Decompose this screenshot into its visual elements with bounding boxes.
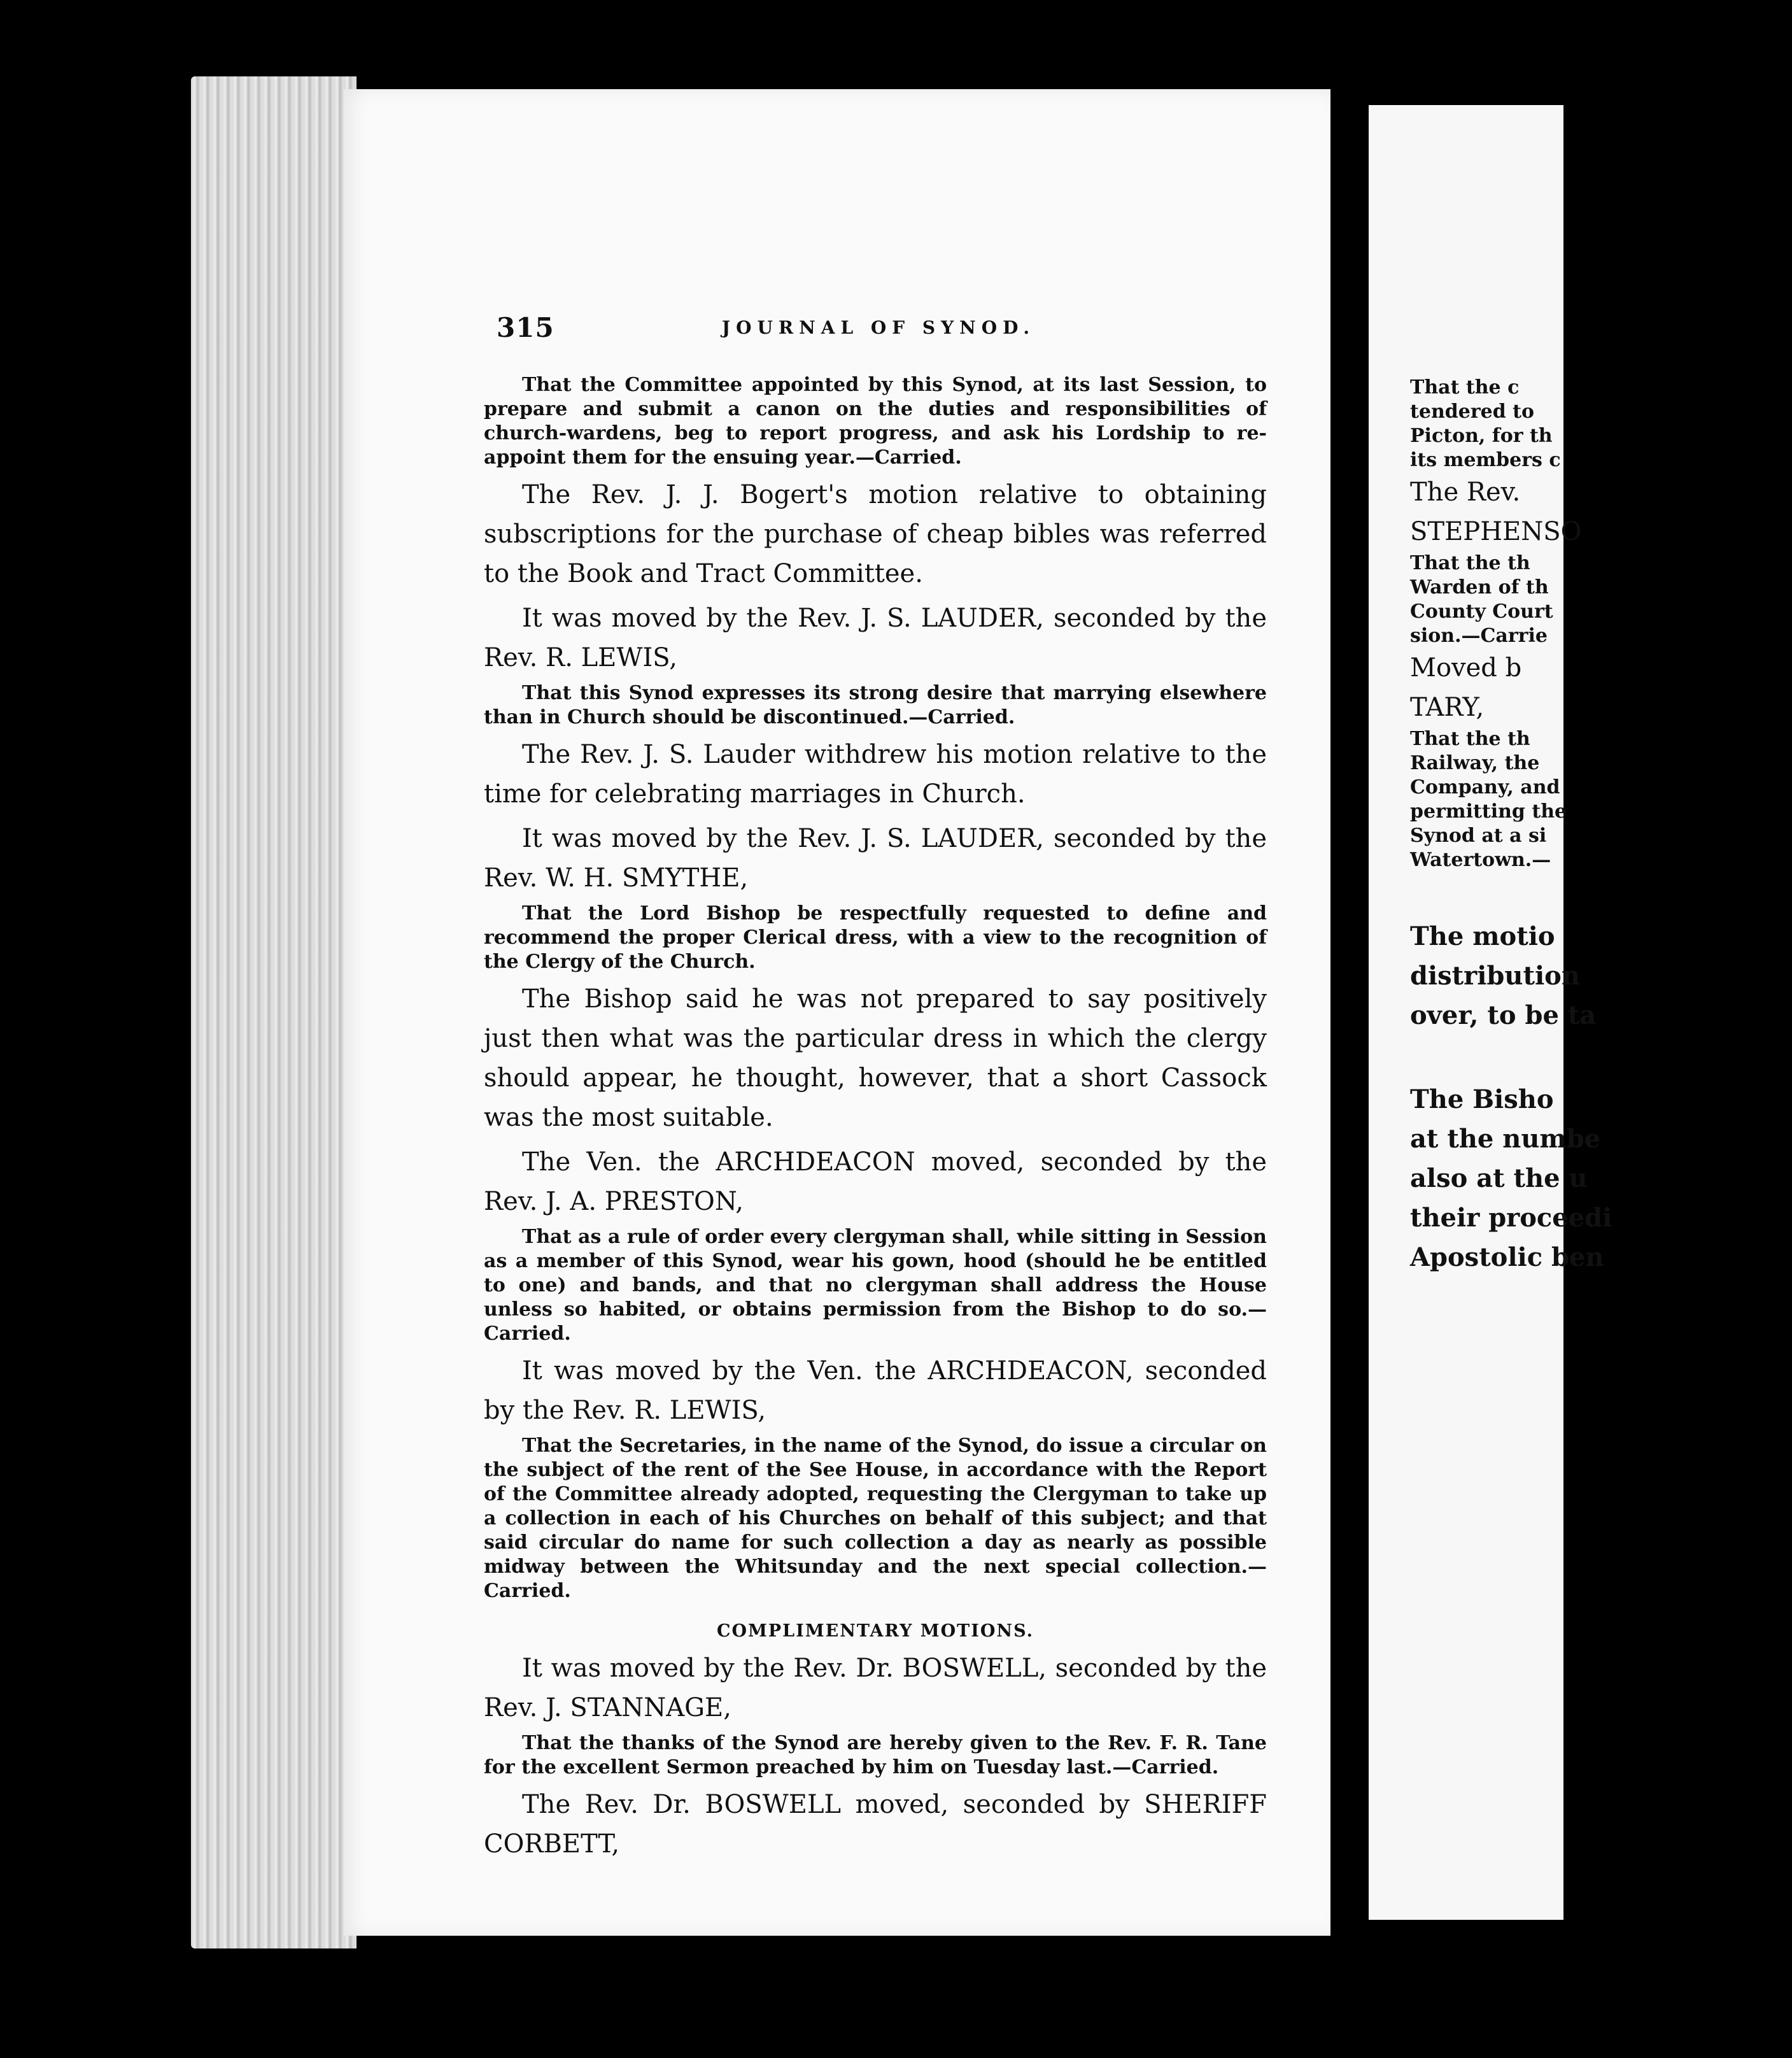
right-page-fragment: also at the u <box>1410 1163 1588 1193</box>
right-page-fragment: Railway, the <box>1410 752 1540 774</box>
right-page-fragment: at the numbe <box>1410 1124 1601 1154</box>
right-page-fragment: The Rev. <box>1410 478 1521 507</box>
minutes-paragraph: The Rev. Dr. BOSWELL moved, seconded by SHERIFF CORBETT, <box>484 1790 1267 1859</box>
right-page-fragment: County Court <box>1410 600 1553 623</box>
right-page-fragment: permitting the <box>1410 800 1567 823</box>
right-page-fragment: its members c <box>1410 449 1561 471</box>
right-page-fragment: distribution <box>1410 961 1580 991</box>
book-page-edges <box>191 76 356 1948</box>
right-page-fragment: That the c <box>1410 376 1520 399</box>
minutes-paragraph: The Bishop said he was not prepared to say positively just then what was the particular dress in which the clergy should appear, he thought, however, that a short Cassock was the most suitable. <box>484 984 1267 1132</box>
minutes-paragraph: It was moved by the Ven. the ARCHDEACON, seconded by the Rev. R. LEWIS, <box>484 1356 1267 1425</box>
page-number: 315 <box>497 312 554 343</box>
right-page-body <box>1410 376 1792 1277</box>
minutes-paragraph: It was moved by the Rev. J. S. LAUDER, seconded by the Rev. W. H. SMYTHE, <box>484 824 1267 893</box>
right-page-fragment: their proceedi <box>1410 1203 1612 1233</box>
page-header <box>497 312 1260 350</box>
right-page-fragment: Watertown.— <box>1410 849 1551 871</box>
left-paragraphs-after <box>484 1649 1267 1864</box>
line-spacer <box>1410 1035 1792 1080</box>
minutes-paragraph: It was moved by the Rev. J. S. LAUDER, seconded by the Rev. R. LEWIS, <box>484 604 1267 672</box>
resolution-text: That the Committee appointed by this Synod, at its last Session, to prepare and submit a canon on the duties and responsibilities of church-wardens, beg to report progress, and ask his Lordship to re-appoint them for the ensuing year.—Carried. <box>484 374 1267 469</box>
right-page-fragment: That the th <box>1410 728 1530 750</box>
resolution-text: That the thanks of the Synod are hereby given to the Rev. F. R. Tane for the excellent Sermon preached by him on Tuesday last.—Carried. <box>484 1732 1267 1778</box>
right-page-fragment: The motio <box>1410 921 1555 951</box>
right-page-fragment: Moved b <box>1410 653 1522 683</box>
book-gutter <box>1330 89 1369 1936</box>
minutes-paragraph: The Rev. J. J. Bogert's motion relative to obtaining subscriptions for the purchase of cheap bibles was referred to the Book and Tract Committee. <box>484 480 1267 588</box>
right-page-fragment: tendered to <box>1410 401 1534 423</box>
section-heading: COMPLIMENTARY MOTIONS. <box>716 1621 1034 1641</box>
right-page-fragment: Company, and <box>1410 776 1560 798</box>
left-paragraphs <box>484 373 1267 1603</box>
right-page-fragment: The Bisho <box>1410 1084 1554 1114</box>
right-page-fragment: That the th <box>1410 552 1530 574</box>
resolution-text: That the Secretaries, in the name of the Synod, do issue a circular on the subject of the rent of the See House, in accordance with the Report of the Committee already adopted, requesting the Clergyman to take up a collection in each of his Churches on behalf of this subject; and that said circular do name for such collection a day as nearly as possible midway between the Whitsunday and the next special collection.—Carried. <box>484 1435 1267 1602</box>
right-page-fragment: Picton, for th <box>1410 425 1553 447</box>
left-page-body <box>484 369 1267 1864</box>
right-page-fragment: Warden of th <box>1410 576 1549 599</box>
right-page-fragment: sion.—Carrie <box>1410 625 1548 647</box>
resolution-text: That the Lord Bishop be respectfully requested to define and recommend the proper Clerical dress, with a view to the recognition of the Clergy of the Church. <box>484 902 1267 973</box>
right-page-fragment: over, to be ta <box>1410 1000 1597 1030</box>
minutes-paragraph: It was moved by the Rev. Dr. BOSWELL, seconded by the Rev. J. STANNAGE, <box>484 1654 1267 1722</box>
right-page-lines <box>1410 376 1792 1277</box>
right-page-fragment: Synod at a si <box>1410 825 1547 847</box>
resolution-text: That as a rule of order every clergyman shall, while sitting in Session as a member of this Synod, wear his gown, hood (should he be entitled to one) and bands, and that no clergyman shall address the House unless so habited, or obtains permission from the Bishop to do so.—Carried. <box>484 1226 1267 1345</box>
right-page-fragment: TARY, <box>1410 693 1485 722</box>
minutes-paragraph: The Ven. the ARCHDEACON moved, seconded by the Rev. J. A. PRESTON, <box>484 1147 1267 1216</box>
resolution-text: That this Synod expresses its strong desire that marrying elsewhere than in Church should be discontinued.—Carried. <box>484 682 1267 728</box>
minutes-paragraph: The Rev. J. S. Lauder withdrew his motion relative to the time for celebrating marriages in Church. <box>484 740 1267 809</box>
right-page-fragment: STEPHENSO <box>1410 517 1582 546</box>
running-title: JOURNAL OF SYNOD. <box>721 317 1036 338</box>
line-spacer <box>1410 872 1792 917</box>
right-page-fragment: Apostolic ben <box>1410 1242 1604 1272</box>
